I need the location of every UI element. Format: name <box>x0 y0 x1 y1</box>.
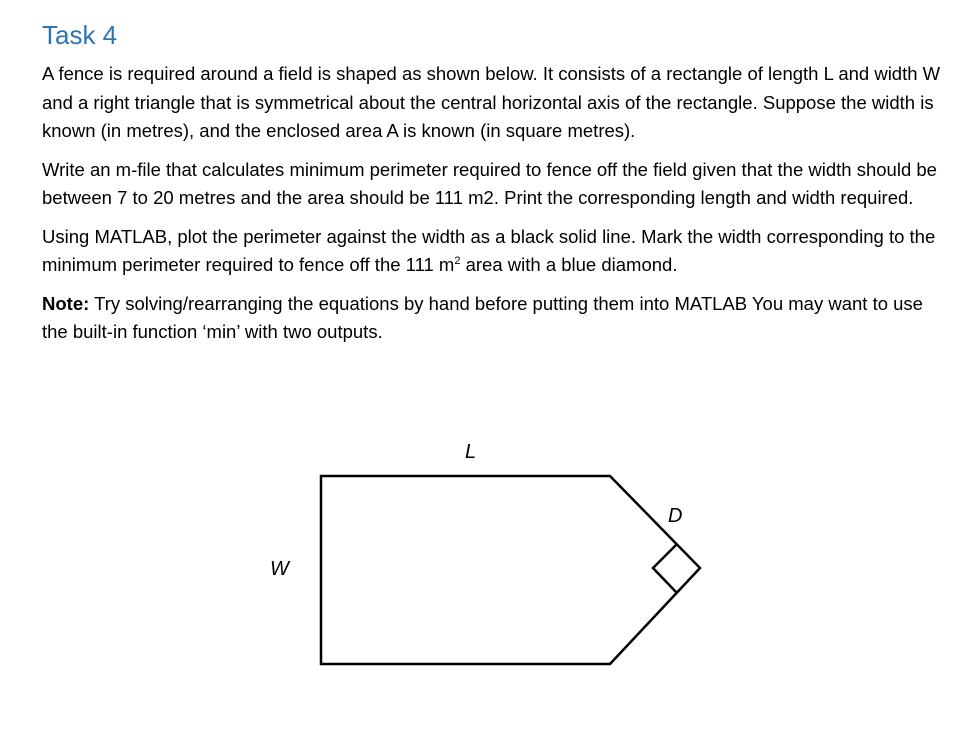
paragraph-mfile-instructions: Write an m-file that calculates minimum perimeter required to fence off the field given that the width should be between 7 to 20 metres and the area should be 111 m2. Print the corresponding length and width required. <box>42 158 937 208</box>
note-text: Try solving/rearranging the equations by hand before putting them into MATLAB You may want to use the built-in function ‘min’ with two outputs. <box>42 292 923 342</box>
plot-text-before: Using MATLAB, plot the perimeter against the width as a black solid line. Mark the width corresponding to the minimum perimeter required to fence off the 111 m <box>42 225 936 275</box>
right-angle-marker <box>653 545 676 592</box>
label-diagonal: D <box>668 505 683 527</box>
label-width: W <box>270 558 289 580</box>
note-label: Note: <box>42 292 90 314</box>
paragraph-description: A fence is required around a field is shaped as shown below. It consists of a rectangle of length L and width W and a right triangle that is symmetrical about the central horizontal axis of the rectangle. Suppose the width is known (in metres), and the enclosed area A is known (in square metres). <box>42 63 941 141</box>
label-length: L <box>465 441 477 463</box>
plot-text-after: area with a blue diamond. <box>460 254 678 275</box>
field-outline <box>321 476 700 664</box>
area-superscript: 2 <box>454 254 461 267</box>
task-heading: Task 4 <box>42 20 118 50</box>
